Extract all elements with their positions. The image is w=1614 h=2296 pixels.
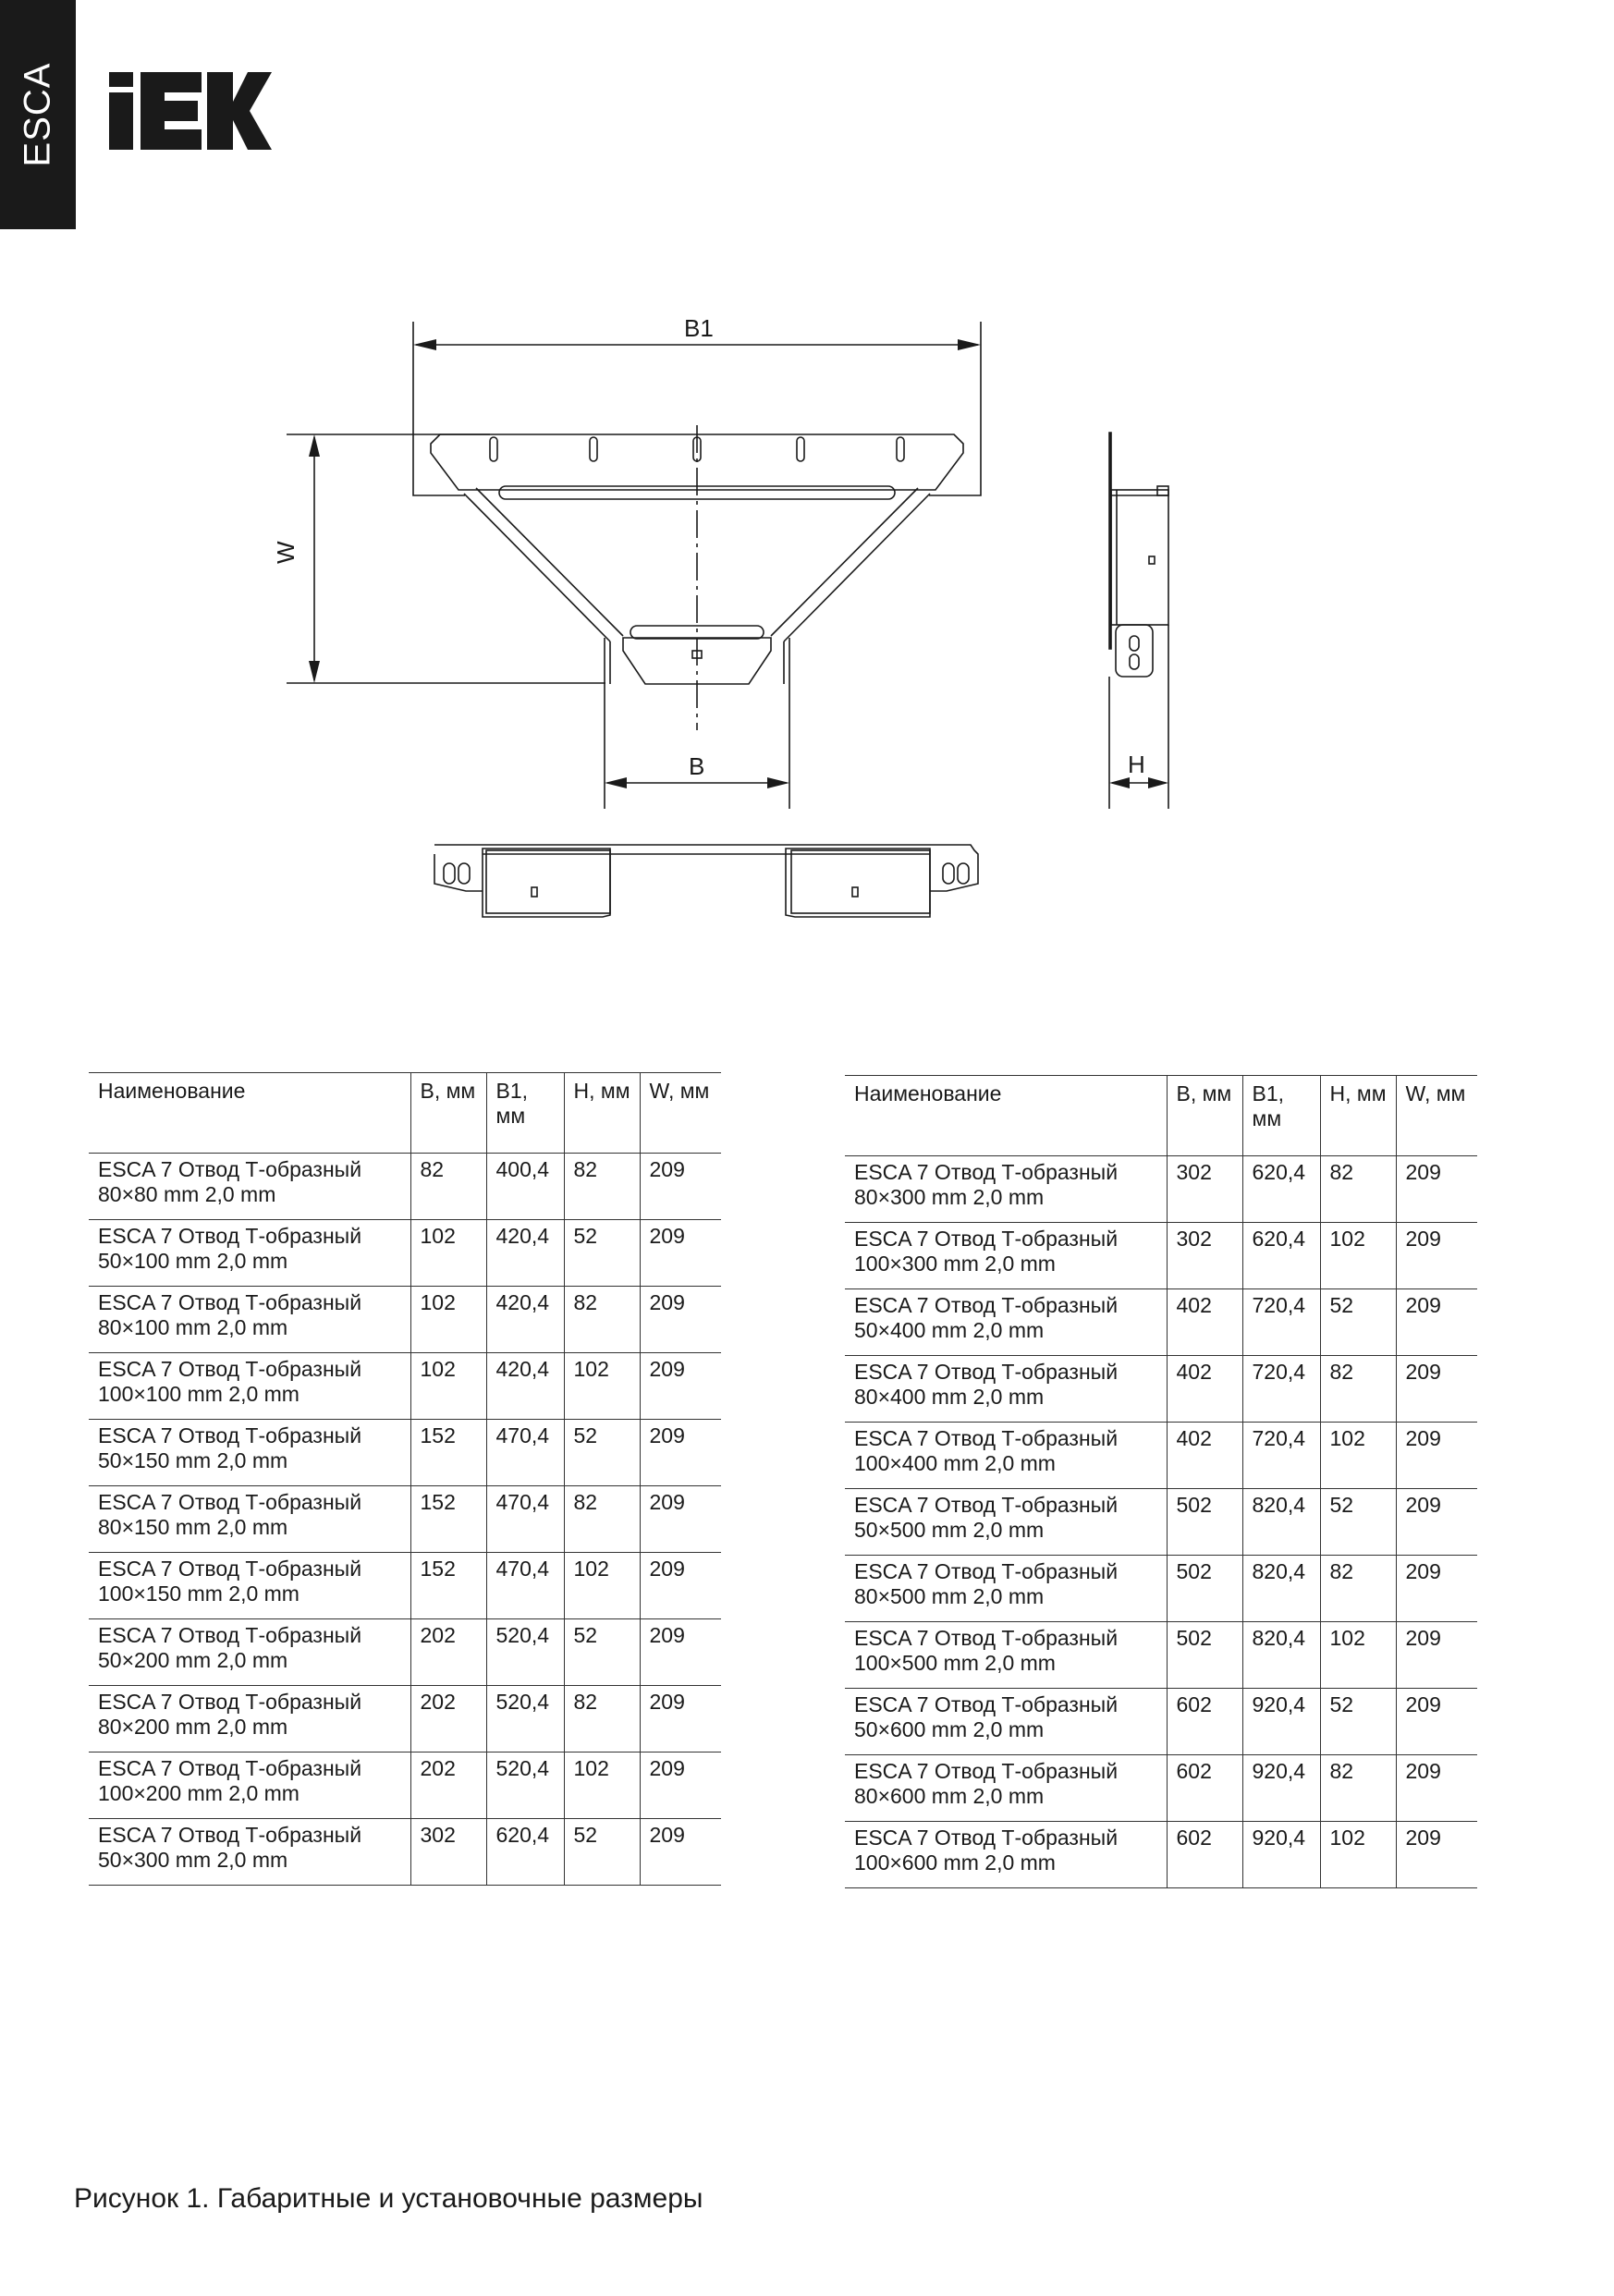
cell-h: 82	[564, 1154, 640, 1220]
cell-h: 82	[1320, 1755, 1396, 1822]
cell-b1: 470,4	[486, 1553, 564, 1619]
cell-name: ESCA 7 Отвод Т-образный 80×500 mm 2,0 mm	[845, 1556, 1167, 1622]
cell-b: 202	[410, 1753, 486, 1819]
cell-w: 209	[640, 1553, 721, 1619]
table-row	[89, 1420, 721, 1486]
cell-h: 52	[1320, 1289, 1396, 1356]
cell-name: ESCA 7 Отвод Т-образный 80×400 mm 2,0 mm	[845, 1356, 1167, 1423]
header-b1: B1, мм	[1242, 1076, 1320, 1156]
cell-b: 402	[1167, 1423, 1242, 1489]
cell-b1: 420,4	[486, 1220, 564, 1287]
header-name: Наименование	[89, 1073, 410, 1154]
table-row	[89, 1686, 721, 1753]
cell-h: 52	[1320, 1489, 1396, 1556]
cell-b: 152	[410, 1420, 486, 1486]
cell-name: ESCA 7 Отвод Т-образный 80×300 mm 2,0 mm	[845, 1156, 1167, 1223]
cell-h: 52	[564, 1220, 640, 1287]
cell-b1: 470,4	[486, 1420, 564, 1486]
cell-b: 302	[410, 1819, 486, 1886]
cell-b: 102	[410, 1353, 486, 1420]
cell-h: 102	[1320, 1622, 1396, 1689]
cell-name: ESCA 7 Отвод Т-образный 100×500 mm 2,0 mm	[845, 1622, 1167, 1689]
cell-name: ESCA 7 Отвод Т-образный 50×400 mm 2,0 mm	[845, 1289, 1167, 1356]
cell-b1: 720,4	[1242, 1289, 1320, 1356]
cell-w: 209	[1396, 1423, 1477, 1489]
cell-w: 209	[640, 1154, 721, 1220]
cell-h: 102	[564, 1353, 640, 1420]
cell-b1: 420,4	[486, 1353, 564, 1420]
cell-name: ESCA 7 Отвод Т-образный 80×100 mm 2,0 mm	[89, 1287, 410, 1353]
header-w: W, мм	[640, 1073, 721, 1154]
table-row	[89, 1220, 721, 1287]
table-row	[845, 1223, 1477, 1289]
cell-h: 102	[1320, 1423, 1396, 1489]
cell-w: 209	[1396, 1223, 1477, 1289]
cell-b: 502	[1167, 1489, 1242, 1556]
b-label: B	[689, 752, 705, 780]
cell-b1: 620,4	[486, 1819, 564, 1886]
cell-b: 502	[1167, 1556, 1242, 1622]
b1-label: B1	[684, 314, 714, 342]
cell-b1: 720,4	[1242, 1356, 1320, 1423]
w-label: W	[272, 541, 300, 564]
cell-w: 209	[640, 1486, 721, 1553]
cell-h: 82	[564, 1686, 640, 1753]
cell-b1: 620,4	[1242, 1223, 1320, 1289]
table-row	[89, 1486, 721, 1553]
cell-b1: 620,4	[1242, 1156, 1320, 1223]
cell-name: ESCA 7 Отвод Т-образный 80×200 mm 2,0 mm	[89, 1686, 410, 1753]
table-row	[845, 1489, 1477, 1556]
cell-name: ESCA 7 Отвод Т-образный 50×100 mm 2,0 mm	[89, 1220, 410, 1287]
table-row	[89, 1353, 721, 1420]
table-row	[89, 1553, 721, 1619]
cell-w: 209	[1396, 1755, 1477, 1822]
cell-name: ESCA 7 Отвод Т-образный 80×600 mm 2,0 mm	[845, 1755, 1167, 1822]
cell-b1: 920,4	[1242, 1689, 1320, 1755]
cell-name: ESCA 7 Отвод Т-образный 100×400 mm 2,0 mm	[845, 1423, 1167, 1489]
cell-b1: 920,4	[1242, 1755, 1320, 1822]
cell-w: 209	[640, 1619, 721, 1686]
series-label: ESCA	[17, 62, 58, 167]
table-row	[845, 1622, 1477, 1689]
cell-name: ESCA 7 Отвод Т-образный 100×600 mm 2,0 mm	[845, 1822, 1167, 1888]
header-h: H, мм	[1320, 1076, 1396, 1156]
iek-logo	[109, 72, 272, 150]
cell-b1: 420,4	[486, 1287, 564, 1353]
cell-name: ESCA 7 Отвод Т-образный 80×150 mm 2,0 mm	[89, 1486, 410, 1553]
spec-table-right	[845, 1075, 1477, 1888]
cell-b: 152	[410, 1553, 486, 1619]
cell-w: 209	[1396, 1822, 1477, 1888]
cell-b: 602	[1167, 1822, 1242, 1888]
cell-name: ESCA 7 Отвод Т-образный 100×300 mm 2,0 mm	[845, 1223, 1167, 1289]
cell-b: 602	[1167, 1755, 1242, 1822]
cell-name: ESCA 7 Отвод Т-образный 80×80 mm 2,0 mm	[89, 1154, 410, 1220]
cell-h: 82	[564, 1287, 640, 1353]
cell-name: ESCA 7 Отвод Т-образный 50×300 mm 2,0 mm	[89, 1819, 410, 1886]
table-row	[845, 1556, 1477, 1622]
cell-w: 209	[640, 1220, 721, 1287]
cell-b: 82	[410, 1154, 486, 1220]
cell-h: 102	[1320, 1822, 1396, 1888]
cell-w: 209	[1396, 1156, 1477, 1223]
cell-w: 209	[1396, 1622, 1477, 1689]
cell-b1: 400,4	[486, 1154, 564, 1220]
cell-name: ESCA 7 Отвод Т-образный 100×100 mm 2,0 mm	[89, 1353, 410, 1420]
technical-drawing	[268, 305, 1211, 934]
cell-h: 52	[564, 1420, 640, 1486]
cell-b: 202	[410, 1686, 486, 1753]
cell-b: 602	[1167, 1689, 1242, 1755]
cell-w: 209	[640, 1287, 721, 1353]
cell-w: 209	[1396, 1556, 1477, 1622]
cell-b1: 720,4	[1242, 1423, 1320, 1489]
cell-b: 402	[1167, 1289, 1242, 1356]
header-b: B, мм	[1167, 1076, 1242, 1156]
cell-b: 102	[410, 1287, 486, 1353]
cell-name: ESCA 7 Отвод Т-образный 100×200 mm 2,0 mm	[89, 1753, 410, 1819]
header-b1: B1, мм	[486, 1073, 564, 1154]
cell-name: ESCA 7 Отвод Т-образный 50×150 mm 2,0 mm	[89, 1420, 410, 1486]
cell-b1: 820,4	[1242, 1489, 1320, 1556]
cell-w: 209	[1396, 1289, 1477, 1356]
table-row	[89, 1819, 721, 1886]
cell-name: ESCA 7 Отвод Т-образный 100×150 mm 2,0 mm	[89, 1553, 410, 1619]
cell-name: ESCA 7 Отвод Т-образный 50×200 mm 2,0 mm	[89, 1619, 410, 1686]
cell-b1: 470,4	[486, 1486, 564, 1553]
cell-w: 209	[640, 1686, 721, 1753]
table-row	[845, 1822, 1477, 1888]
header-name: Наименование	[845, 1076, 1167, 1156]
cell-w: 209	[1396, 1356, 1477, 1423]
cell-h: 82	[1320, 1556, 1396, 1622]
cell-name: ESCA 7 Отвод Т-образный 50×500 mm 2,0 mm	[845, 1489, 1167, 1556]
table-row	[89, 1619, 721, 1686]
cell-w: 209	[640, 1753, 721, 1819]
header-h: H, мм	[564, 1073, 640, 1154]
spec-table-left	[89, 1072, 721, 1886]
cell-b1: 820,4	[1242, 1556, 1320, 1622]
cell-b: 302	[1167, 1156, 1242, 1223]
table-row	[845, 1356, 1477, 1423]
table-row	[845, 1289, 1477, 1356]
cell-h: 82	[1320, 1356, 1396, 1423]
table-row	[845, 1423, 1477, 1489]
cell-w: 209	[1396, 1689, 1477, 1755]
table-header-row	[89, 1073, 721, 1154]
cell-h: 52	[564, 1819, 640, 1886]
cell-h: 82	[564, 1486, 640, 1553]
series-tab	[0, 0, 76, 229]
table-row	[89, 1753, 721, 1819]
cell-b1: 520,4	[486, 1619, 564, 1686]
header-b: B, мм	[410, 1073, 486, 1154]
cell-h: 102	[564, 1753, 640, 1819]
cell-b: 152	[410, 1486, 486, 1553]
cell-h: 52	[1320, 1689, 1396, 1755]
cell-b: 302	[1167, 1223, 1242, 1289]
cell-b: 202	[410, 1619, 486, 1686]
cell-b1: 520,4	[486, 1753, 564, 1819]
table-row	[89, 1287, 721, 1353]
table-row	[845, 1156, 1477, 1223]
cell-w: 209	[640, 1420, 721, 1486]
cell-w: 209	[1396, 1489, 1477, 1556]
cell-h: 102	[564, 1553, 640, 1619]
cell-h: 82	[1320, 1156, 1396, 1223]
cell-b1: 920,4	[1242, 1822, 1320, 1888]
table-row	[89, 1154, 721, 1220]
cell-name: ESCA 7 Отвод Т-образный 50×600 mm 2,0 mm	[845, 1689, 1167, 1755]
h-label: H	[1128, 751, 1145, 778]
cell-b1: 520,4	[486, 1686, 564, 1753]
cell-h: 102	[1320, 1223, 1396, 1289]
cell-w: 209	[640, 1819, 721, 1886]
header-w: W, мм	[1396, 1076, 1477, 1156]
cell-b: 402	[1167, 1356, 1242, 1423]
cell-b: 102	[410, 1220, 486, 1287]
cell-b1: 820,4	[1242, 1622, 1320, 1689]
figure-caption: Рисунок 1. Габаритные и установочные размеры	[74, 2183, 703, 2214]
table-header-row	[845, 1076, 1477, 1156]
cell-w: 209	[640, 1353, 721, 1420]
cell-h: 52	[564, 1619, 640, 1686]
table-row	[845, 1689, 1477, 1755]
table-row	[845, 1755, 1477, 1822]
cell-b: 502	[1167, 1622, 1242, 1689]
